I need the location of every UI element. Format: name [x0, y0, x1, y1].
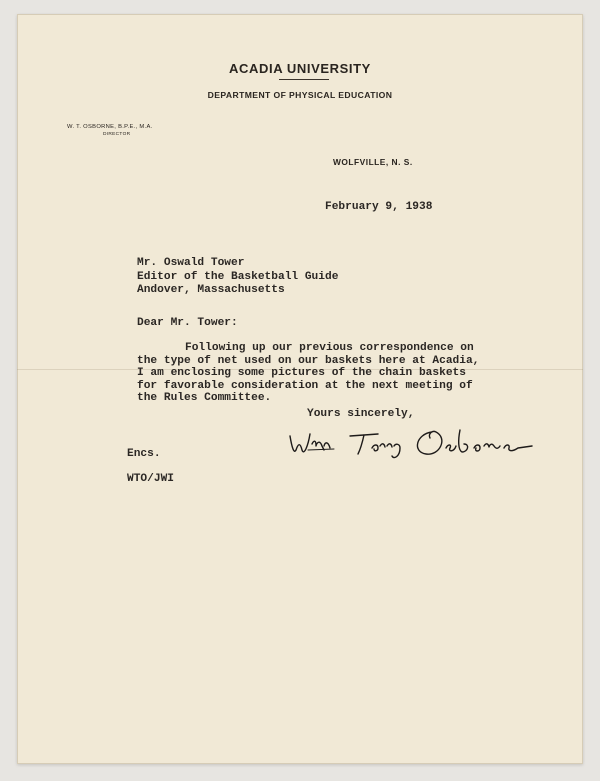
salutation: Dear Mr. Tower: — [137, 317, 238, 329]
department-name: DEPARTMENT OF PHYSICAL EDUCATION — [207, 90, 393, 100]
director-name: W. T. OSBORNE, B.P.E., M.A. — [67, 124, 153, 130]
recipient-line: Mr. Oswald Tower — [137, 257, 245, 269]
body-line: Following up our previous correspondence on — [185, 342, 474, 354]
letter-body — [137, 342, 479, 405]
letter-date: February 9, 1938 — [325, 201, 433, 213]
recipient-line: Andover, Massachusetts — [137, 284, 285, 296]
body-line: for favorable consideration at the next meeting of — [137, 379, 473, 392]
body-line: the Rules Committee. — [137, 392, 272, 404]
closing: Yours sincerely, — [307, 408, 415, 420]
body-line: the type of net used on our baskets here at Acadia, — [137, 354, 480, 367]
letter-page — [17, 14, 583, 764]
recipient-address — [137, 257, 338, 298]
body-line: I am enclosing some pictures of the chain baskets — [137, 367, 466, 379]
recipient-line: Editor of the Basketball Guide — [137, 270, 339, 283]
letterhead-location: WOLFVILLE, N. S. — [333, 157, 413, 167]
enclosures-note: Encs. — [127, 448, 161, 460]
reference-initials: WTO/JWI — [127, 473, 174, 485]
letterhead-divider — [279, 79, 329, 80]
director-title: DIRECTOR — [103, 132, 131, 137]
handwritten-signature — [282, 416, 552, 471]
university-name: ACADIA UNIVERSITY — [229, 61, 371, 76]
